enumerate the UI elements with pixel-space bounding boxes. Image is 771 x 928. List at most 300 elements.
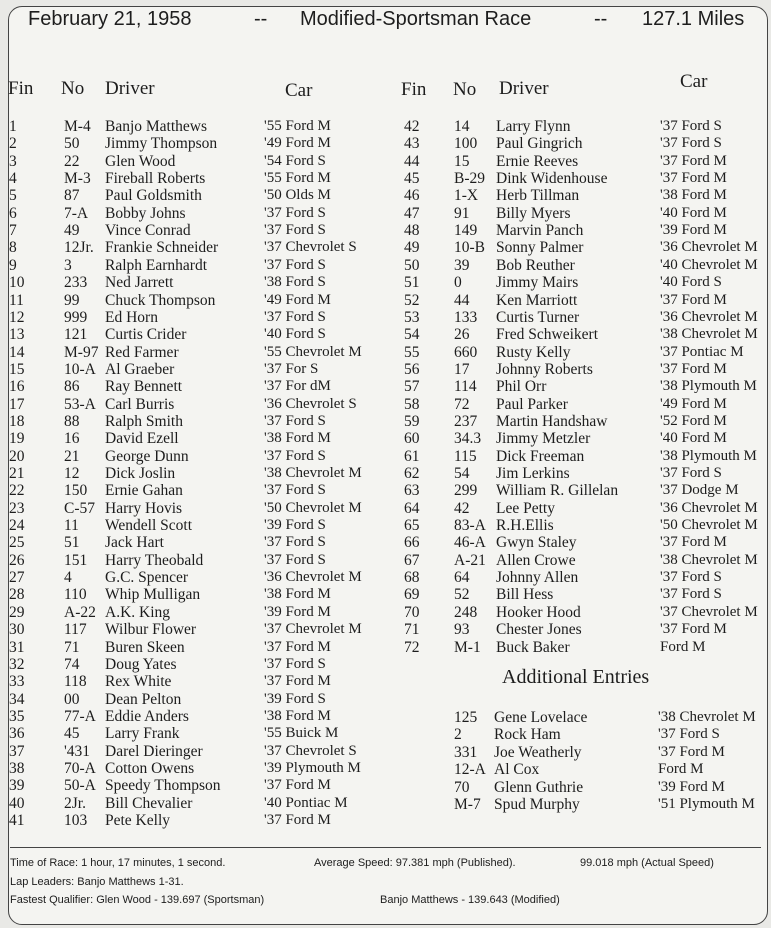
car-model: '37 Ford S — [264, 256, 326, 273]
car-model: '37 Ford S — [264, 534, 326, 551]
table-row — [0, 656, 771, 673]
header-fin-left: Fin — [8, 78, 34, 99]
car-number: 149 — [454, 222, 478, 240]
car-number: 39 — [454, 256, 470, 274]
driver-name: Bill Hess — [496, 586, 554, 604]
driver-name: Whip Mulligan — [105, 586, 201, 604]
finish-position: 42 — [404, 118, 420, 135]
finish-position: 32 — [9, 655, 25, 673]
finish-position: 29 — [9, 603, 25, 621]
driver-name: Ernie Reeves — [496, 152, 579, 170]
driver-name: Herb Tillman — [496, 187, 580, 205]
driver-name: Ned Jarrett — [105, 274, 174, 292]
driver-name: Jack Hart — [105, 534, 164, 552]
finish-position: 28 — [9, 586, 25, 604]
driver-name: Dick Joslin — [105, 465, 176, 482]
car-number: 16 — [64, 430, 80, 448]
car-model: '39 Ford M — [264, 603, 331, 620]
modified-qualifier: Banjo Matthews - 139.643 (Modified) — [380, 894, 560, 906]
finish-position: 23 — [9, 499, 25, 517]
finish-position: 47 — [404, 204, 420, 222]
driver-name: Fred Schweikert — [496, 326, 599, 344]
driver-name: Red Farmer — [105, 343, 179, 361]
finish-position: 35 — [9, 707, 25, 725]
car-number: 64 — [454, 569, 470, 587]
car-number: 49 — [64, 222, 80, 240]
car-number: 70 — [454, 778, 470, 796]
driver-name: Wilbur Flower — [105, 621, 197, 639]
car-model: '38 Ford M — [264, 430, 331, 447]
finish-position: 68 — [404, 569, 420, 587]
table-row — [0, 448, 771, 465]
car-model: Ford M — [660, 638, 706, 655]
car-model: '39 Ford S — [264, 517, 326, 534]
table-row — [0, 482, 771, 499]
race-summary — [10, 847, 761, 920]
driver-name: Hooker Hood — [496, 603, 581, 621]
car-model: '38 Chevrolet M — [658, 709, 756, 725]
driver-name: Eddie Anders — [105, 707, 189, 725]
finish-position: 2 — [9, 135, 17, 153]
car-model: '51 Plymouth M — [658, 796, 755, 812]
table-row — [0, 205, 771, 222]
car-number: 7-A — [64, 204, 89, 222]
car-number: C-57 — [64, 499, 95, 517]
car-model: '40 Pontiac M — [264, 794, 348, 811]
driver-name: Harry Hovis — [105, 499, 183, 517]
average-speed: Average Speed: 97.381 mph (Published). — [314, 857, 516, 869]
car-model: '36 Chevrolet M — [660, 308, 758, 325]
car-number: 999 — [64, 308, 88, 326]
car-number: 2 — [454, 726, 462, 744]
finish-position: 45 — [404, 170, 420, 188]
finish-position: 44 — [404, 152, 420, 170]
car-model: '37 Chevrolet S — [264, 742, 357, 759]
car-number: 15 — [454, 152, 470, 170]
car-number: 14 — [454, 118, 470, 135]
car-number: 86 — [64, 378, 80, 396]
table-row — [0, 691, 771, 708]
car-number: 12Jr. — [64, 239, 94, 257]
driver-name: David Ezell — [105, 430, 179, 448]
car-number: 00 — [64, 690, 80, 708]
car-model: '38 Plymouth M — [660, 378, 757, 395]
finish-position: 18 — [9, 412, 25, 430]
car-model: '38 Ford M — [660, 187, 727, 204]
car-number: A-22 — [64, 603, 96, 621]
finish-position: 40 — [9, 794, 25, 812]
car-number: 74 — [64, 655, 80, 673]
car-model: Ford M — [658, 761, 704, 778]
car-model: '39 Ford S — [264, 690, 326, 707]
car-number: M-4 — [64, 118, 91, 135]
car-number: A-21 — [454, 551, 486, 569]
table-row — [0, 344, 771, 361]
finish-position: 46 — [404, 187, 420, 205]
car-model: '37 Ford M — [660, 170, 727, 187]
car-model: '54 Ford S — [264, 152, 326, 169]
car-number: '431 — [64, 742, 91, 760]
car-model: '38 Chevrolet M — [264, 465, 362, 481]
car-model: '38 Plymouth M — [660, 447, 757, 464]
driver-name: George Dunn — [105, 447, 189, 465]
finish-position: 26 — [9, 551, 25, 569]
car-number: M-97 — [64, 343, 99, 361]
table-row — [0, 430, 771, 447]
table-row — [0, 396, 771, 413]
car-model: '49 Ford M — [264, 291, 331, 308]
car-number: 151 — [64, 551, 88, 569]
finish-position: 71 — [404, 621, 420, 639]
car-number: 83-A — [454, 517, 486, 535]
finish-position: 34 — [9, 690, 25, 708]
car-number: 44 — [454, 291, 470, 309]
car-model: '50 Olds M — [264, 187, 331, 204]
driver-name: Dick Freeman — [496, 447, 585, 465]
car-model: '40 Ford S — [660, 274, 722, 291]
car-model: '38 Ford M — [264, 707, 331, 724]
driver-name: Larry Flynn — [496, 118, 571, 135]
car-model: '55 Buick M — [264, 725, 339, 742]
driver-name: Larry Frank — [105, 725, 180, 743]
car-model: '50 Chevrolet M — [660, 517, 758, 534]
car-number: 117 — [64, 621, 87, 639]
car-number: 125 — [454, 709, 478, 726]
finish-position: 60 — [404, 430, 420, 448]
car-model: '50 Chevrolet M — [264, 499, 362, 516]
finish-position: 56 — [404, 360, 420, 378]
header-no-right: No — [453, 79, 477, 100]
finish-position: 21 — [9, 465, 25, 482]
car-number: 4 — [64, 569, 72, 587]
table-row — [0, 465, 771, 482]
finish-position: 27 — [9, 569, 25, 587]
car-model: '37 Ford M — [264, 673, 331, 690]
car-number: 50 — [64, 135, 80, 153]
table-row — [0, 586, 771, 603]
driver-name: Lee Petty — [496, 499, 555, 517]
finish-position: 13 — [9, 326, 25, 344]
driver-name: Bill Chevalier — [105, 794, 193, 812]
car-number: 660 — [454, 343, 478, 361]
car-model: '37 For dM — [264, 378, 331, 395]
car-number: 93 — [454, 621, 470, 639]
driver-name: Johnny Allen — [496, 569, 579, 587]
table-row — [0, 621, 771, 638]
driver-name: Speedy Thompson — [105, 777, 221, 795]
table-row — [0, 673, 771, 690]
table-row — [0, 361, 771, 378]
car-model: '37 Ford S — [264, 551, 326, 568]
car-model: '38 Chevrolet M — [660, 551, 758, 568]
table-row — [0, 413, 771, 430]
additional-entries-title: Additional Entries — [502, 666, 650, 688]
car-model: '36 Chevrolet M — [264, 569, 362, 586]
car-model: '37 Ford S — [660, 586, 722, 603]
car-number: 331 — [454, 743, 478, 761]
page-title — [0, 8, 771, 38]
driver-name: Joe Weatherly — [494, 743, 582, 761]
driver-name: Carl Burris — [105, 395, 175, 413]
driver-name: Buck Baker — [496, 638, 570, 656]
car-model: '40 Chevrolet M — [660, 256, 758, 273]
car-number: 115 — [454, 447, 477, 465]
car-model: '55 Ford M — [264, 118, 331, 134]
table-row — [0, 257, 771, 274]
driver-name: Glen Wood — [105, 152, 176, 170]
car-number: 248 — [454, 603, 478, 621]
driver-name: Ken Marriott — [496, 291, 578, 309]
finish-position: 63 — [404, 482, 420, 500]
driver-name: Paul Gingrich — [496, 135, 583, 153]
driver-name: Doug Yates — [105, 655, 177, 673]
car-model: '38 Ford S — [264, 274, 326, 291]
finish-position: 10 — [9, 274, 25, 292]
finish-position: 65 — [404, 517, 420, 535]
car-number: M-7 — [454, 796, 481, 813]
driver-name: Bob Reuther — [496, 256, 575, 274]
car-model: '37 Ford S — [264, 482, 326, 499]
driver-name: Marvin Panch — [496, 222, 584, 240]
table-row — [0, 812, 771, 829]
finish-position: 30 — [9, 621, 25, 639]
table-row — [0, 239, 771, 256]
car-number: 21 — [64, 447, 80, 465]
car-model: '37 Ford M — [660, 360, 727, 377]
car-model: '37 Ford M — [264, 638, 331, 655]
car-number: 100 — [454, 135, 478, 153]
table-row — [0, 187, 771, 204]
car-model: '37 Ford S — [660, 569, 722, 586]
finish-position: 31 — [9, 638, 25, 656]
table-row — [0, 796, 771, 813]
car-number: 72 — [454, 395, 470, 413]
car-number: 114 — [454, 378, 477, 396]
car-model: '37 Chevrolet M — [660, 603, 758, 620]
driver-name: Bobby Johns — [105, 204, 186, 222]
table-row — [0, 639, 771, 656]
finish-position: 55 — [404, 343, 420, 361]
finish-position: 69 — [404, 586, 420, 604]
car-model: '37 Ford S — [660, 135, 722, 152]
finish-position: 24 — [9, 517, 25, 535]
table-row — [0, 744, 771, 761]
driver-name: Sonny Palmer — [496, 239, 584, 257]
car-model: '39 Plymouth M — [264, 759, 361, 776]
car-model: '55 Chevrolet M — [264, 343, 362, 360]
car-number: 50-A — [64, 777, 96, 795]
finish-position: 37 — [9, 742, 25, 760]
driver-name: Jimmy Mairs — [496, 274, 579, 292]
table-row — [0, 500, 771, 517]
driver-name: Wendell Scott — [105, 517, 192, 535]
car-number: 237 — [454, 412, 478, 430]
driver-name: Al Graeber — [105, 360, 175, 378]
car-number: 99 — [64, 291, 80, 309]
driver-name: Martin Handshaw — [496, 412, 608, 430]
finish-position: 1 — [9, 118, 17, 135]
car-number: 70-A — [64, 759, 96, 777]
finish-position: 33 — [9, 673, 25, 691]
time-of-race: Time of Race: 1 hour, 17 minutes, 1 second. — [10, 857, 226, 869]
header-driver-right: Driver — [499, 78, 549, 99]
car-number: 17 — [454, 360, 470, 378]
finish-position: 66 — [404, 534, 420, 552]
finish-position: 15 — [9, 360, 25, 378]
car-number: 54 — [454, 465, 470, 482]
car-model: '37 Ford S — [264, 222, 326, 239]
car-model: '37 Ford M — [660, 152, 727, 169]
driver-name: Buren Skeen — [105, 638, 185, 656]
driver-name: William R. Gillelan — [496, 482, 619, 500]
driver-name: Ralph Earnhardt — [105, 256, 208, 274]
header-driver-left: Driver — [105, 78, 155, 99]
driver-name: A.K. King — [105, 603, 171, 621]
finish-position: 36 — [9, 725, 25, 743]
car-number: 11 — [64, 517, 79, 535]
car-number: M-3 — [64, 170, 91, 188]
car-number: 71 — [64, 638, 80, 656]
car-number: 91 — [454, 204, 470, 222]
car-model: '37 Ford S — [264, 412, 326, 429]
car-model: '37 Ford M — [658, 743, 725, 760]
car-model: '49 Ford M — [660, 395, 727, 412]
driver-name: Paul Parker — [496, 395, 568, 413]
car-number: 10-A — [64, 360, 96, 378]
car-model: '38 Chevrolet M — [660, 326, 758, 343]
car-model: '37 For S — [264, 360, 319, 377]
table-row — [0, 309, 771, 326]
race-name: Modified-Sportsman Race — [300, 8, 532, 30]
finish-position: 8 — [9, 239, 17, 257]
driver-name: Rock Ham — [494, 726, 561, 744]
finish-position: 59 — [404, 412, 420, 430]
driver-name: Rusty Kelly — [496, 343, 571, 361]
title-separator: -- — [254, 8, 268, 30]
car-number: 150 — [64, 482, 88, 500]
driver-name: Ray Bennett — [105, 378, 183, 396]
table-row — [0, 118, 771, 135]
finish-position: 38 — [9, 759, 25, 777]
driver-name: Chuck Thompson — [105, 291, 216, 309]
driver-name: Dean Pelton — [105, 690, 182, 708]
driver-name: Ernie Gahan — [105, 482, 183, 500]
car-number: 110 — [64, 586, 87, 604]
car-number: B-29 — [454, 170, 485, 188]
car-model: '40 Ford M — [660, 430, 727, 447]
car-model: '37 Ford M — [660, 291, 727, 308]
car-number: 299 — [454, 482, 478, 500]
car-number: 233 — [64, 274, 88, 292]
car-number: 118 — [64, 673, 87, 691]
car-number: 34.3 — [454, 430, 482, 448]
finish-position: 6 — [9, 204, 17, 222]
car-model: '37 Ford S — [264, 655, 326, 672]
finish-position: 50 — [404, 256, 420, 274]
finish-position: 58 — [404, 395, 420, 413]
driver-name: Dink Widenhouse — [496, 170, 608, 188]
car-model: '39 Ford M — [660, 222, 727, 239]
driver-name: Darel Dieringer — [105, 742, 203, 760]
finish-position: 61 — [404, 447, 420, 465]
car-number: 42 — [454, 499, 470, 517]
finish-position: 64 — [404, 499, 420, 517]
driver-name: Rex White — [105, 673, 172, 691]
car-number: 0 — [454, 274, 462, 292]
finish-position: 52 — [404, 291, 420, 309]
driver-name: Billy Myers — [496, 204, 571, 222]
driver-name: Jimmy Thompson — [105, 135, 218, 153]
driver-name: Frankie Schneider — [105, 239, 219, 257]
finish-position: 57 — [404, 378, 420, 396]
driver-name: Cotton Owens — [105, 759, 195, 777]
car-model: '40 Ford M — [660, 204, 727, 221]
car-model: '37 Ford S — [264, 308, 326, 325]
car-model: '37 Ford M — [660, 621, 727, 638]
table-row — [0, 726, 771, 743]
car-model: '37 Ford S — [264, 204, 326, 221]
finish-position: 5 — [9, 187, 17, 205]
driver-name: Ralph Smith — [105, 412, 183, 430]
table-row — [0, 517, 771, 534]
header-fin-right: Fin — [401, 79, 427, 100]
car-model: '37 Pontiac M — [660, 343, 744, 360]
car-number: 10-B — [454, 239, 485, 257]
car-number: 26 — [454, 326, 470, 344]
finish-position: 9 — [9, 256, 17, 274]
table-row — [0, 709, 771, 726]
driver-name: Ed Horn — [105, 308, 158, 326]
table-row — [0, 761, 771, 778]
car-model: '39 Ford M — [658, 778, 725, 795]
car-number: 133 — [454, 308, 478, 326]
driver-name: Johnny Roberts — [496, 360, 593, 378]
car-model: '52 Ford M — [660, 412, 727, 429]
driver-name: Spud Murphy — [494, 796, 580, 813]
car-model: '37 Ford M — [264, 812, 331, 828]
car-number: 51 — [64, 534, 80, 552]
finish-position: 25 — [9, 534, 25, 552]
finish-position: 7 — [9, 222, 17, 240]
table-row — [0, 222, 771, 239]
car-model: '37 Ford S — [264, 447, 326, 464]
driver-name: Allen Crowe — [496, 551, 576, 569]
table-row — [0, 779, 771, 796]
finish-position: 43 — [404, 135, 420, 153]
driver-name: Fireball Roberts — [105, 170, 206, 188]
finish-position: 19 — [9, 430, 25, 448]
car-number: 12 — [64, 465, 80, 482]
race-date: February 21, 1958 — [28, 8, 192, 30]
table-row — [0, 170, 771, 187]
car-model: '37 Ford M — [660, 534, 727, 551]
driver-name: Jimmy Metzler — [496, 430, 591, 448]
car-number: 121 — [64, 326, 88, 344]
car-number: 46-A — [454, 534, 486, 552]
finish-position: 11 — [9, 291, 24, 309]
car-model: '37 Ford M — [264, 777, 331, 794]
finish-position: 62 — [404, 465, 420, 482]
driver-name: Gwyn Staley — [496, 534, 577, 552]
car-number: 45 — [64, 725, 80, 743]
driver-name: Curtis Crider — [105, 326, 187, 344]
driver-name: Al Cox — [494, 761, 540, 779]
finish-position: 14 — [9, 343, 25, 361]
driver-name: Chester Jones — [496, 621, 582, 639]
driver-name: R.H.Ellis — [496, 517, 554, 535]
finish-position: 67 — [404, 551, 420, 569]
car-number: 77-A — [64, 707, 96, 725]
